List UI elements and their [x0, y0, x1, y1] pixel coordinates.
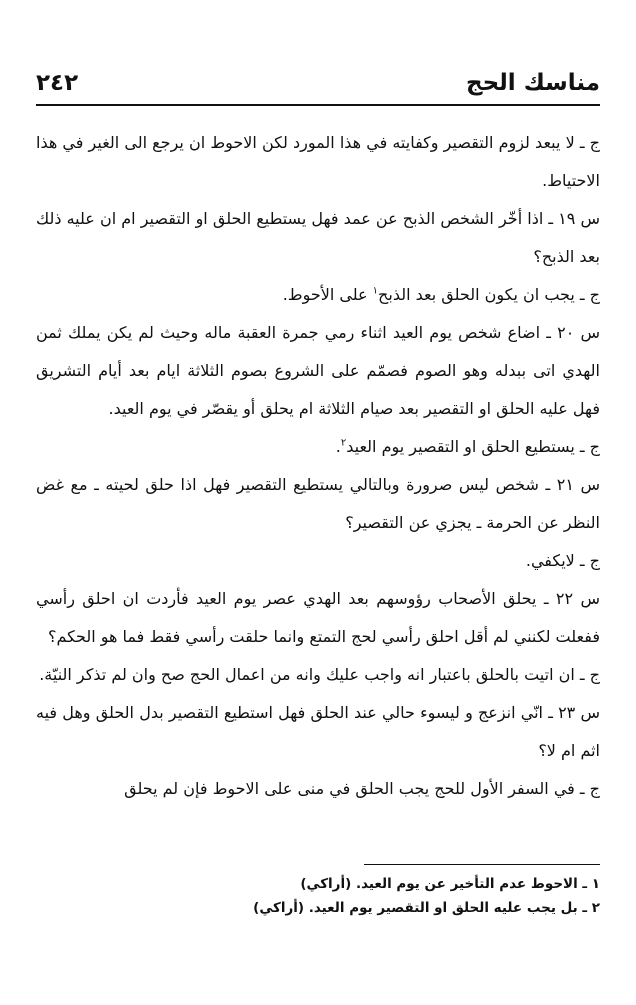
paragraph-text: س ٢١ ـ شخص ليس صرورة وبالتالي يستطيع التقصير فهل اذا حلق لحيته ـ مع غض النظر عن الحرمة ـ يجزي عن التقصير؟ — [36, 475, 600, 532]
paragraph-text: س ٢٣ ـ انّي انزعج و ليسوء حالي عند الحلق فهل استطيع التقصير بدل الحلق وهل فيه اثم ام لا؟ — [36, 703, 600, 760]
paragraph-text: ج ـ يجب ان يكون الحلق بعد الذبح — [378, 285, 600, 304]
answer-paragraph — [36, 770, 600, 808]
running-header — [36, 66, 600, 100]
paragraph-text: س ١٩ ـ اذا أخّر الشخص الذبح عن عمد فهل يستطيع الحلق او التقصير ام ان عليه ذلك بعد الذبح؟ — [36, 209, 600, 266]
footnote-divider — [364, 864, 600, 865]
page-number: ٢٤٢ — [36, 70, 79, 96]
footnotes — [36, 872, 600, 920]
paragraph-text: ج ـ يستطيع الحلق او التقصير يوم العيد — [346, 437, 600, 456]
footnote-marker: ٢ — [340, 437, 347, 449]
paragraph-text: ج ـ ان اتيت بالحلق باعتبار انه واجب عليك وانه من اعمال الحج صح وان لم تذكر النيّة. — [39, 665, 600, 684]
answer-paragraph — [36, 124, 600, 200]
question-paragraph — [36, 466, 600, 542]
footnote: ٢ ـ بل يجب عليه الحلق او التقصير يوم العيد. (أراكي) — [253, 900, 600, 916]
footnote-marker: ١ — [372, 285, 379, 297]
paragraph-text: ج ـ لايكفي. — [525, 551, 600, 570]
header-divider — [36, 104, 600, 106]
paragraph-text-tail: . — [335, 437, 341, 456]
answer-paragraph — [36, 542, 600, 580]
paragraph-text: ج ـ لا يبعد لزوم التقصير وكفايته في هذا المورد لكن الاحوط ان يرجع الى الغير في هذا الاحتياط. — [36, 133, 600, 190]
answer-paragraph — [36, 276, 600, 314]
answer-paragraph — [36, 656, 600, 694]
header-title: مناسك الحج — [466, 70, 600, 96]
footnote: ١ ـ الاحوط عدم التأخير عن يوم العيد. (أراكي) — [300, 876, 600, 892]
paragraph-text: ج ـ في السفر الأول للحج يجب الحلق في منى على الاحوط فإن لم يحلق — [124, 779, 600, 798]
answer-paragraph — [36, 428, 600, 466]
question-paragraph — [36, 200, 600, 276]
paragraph-text: س ٢٢ ـ يحلق الأصحاب رؤوسهم بعد الهدي عصر يوم العيد فأردت ان احلق رأسي ففعلت لكنني لم أقل احلق رأسي لحج التمتع وانما حلقت رأسي فقط فما هو الحكم؟ — [36, 589, 601, 646]
paragraph-text: س ٢٠ ـ اضاع شخص يوم العيد اثناء رمي جمرة العقبة ماله وحيث لم يكن يملك ثمن الهدي اتى ببدله وهو الصوم فصمّم على الشروع بصوم الثلاثة ايام بعد أيام التشريق فهل عليه الحلق او التقصير بعد صيام الثلاثة ام يحلق أو يقصّر في يوم العيد. — [36, 323, 601, 418]
paragraph-text-tail: على الأحوط. — [282, 285, 373, 304]
question-paragraph — [36, 694, 600, 770]
question-paragraph — [36, 580, 600, 656]
main-text — [36, 124, 600, 808]
question-paragraph — [36, 314, 600, 428]
